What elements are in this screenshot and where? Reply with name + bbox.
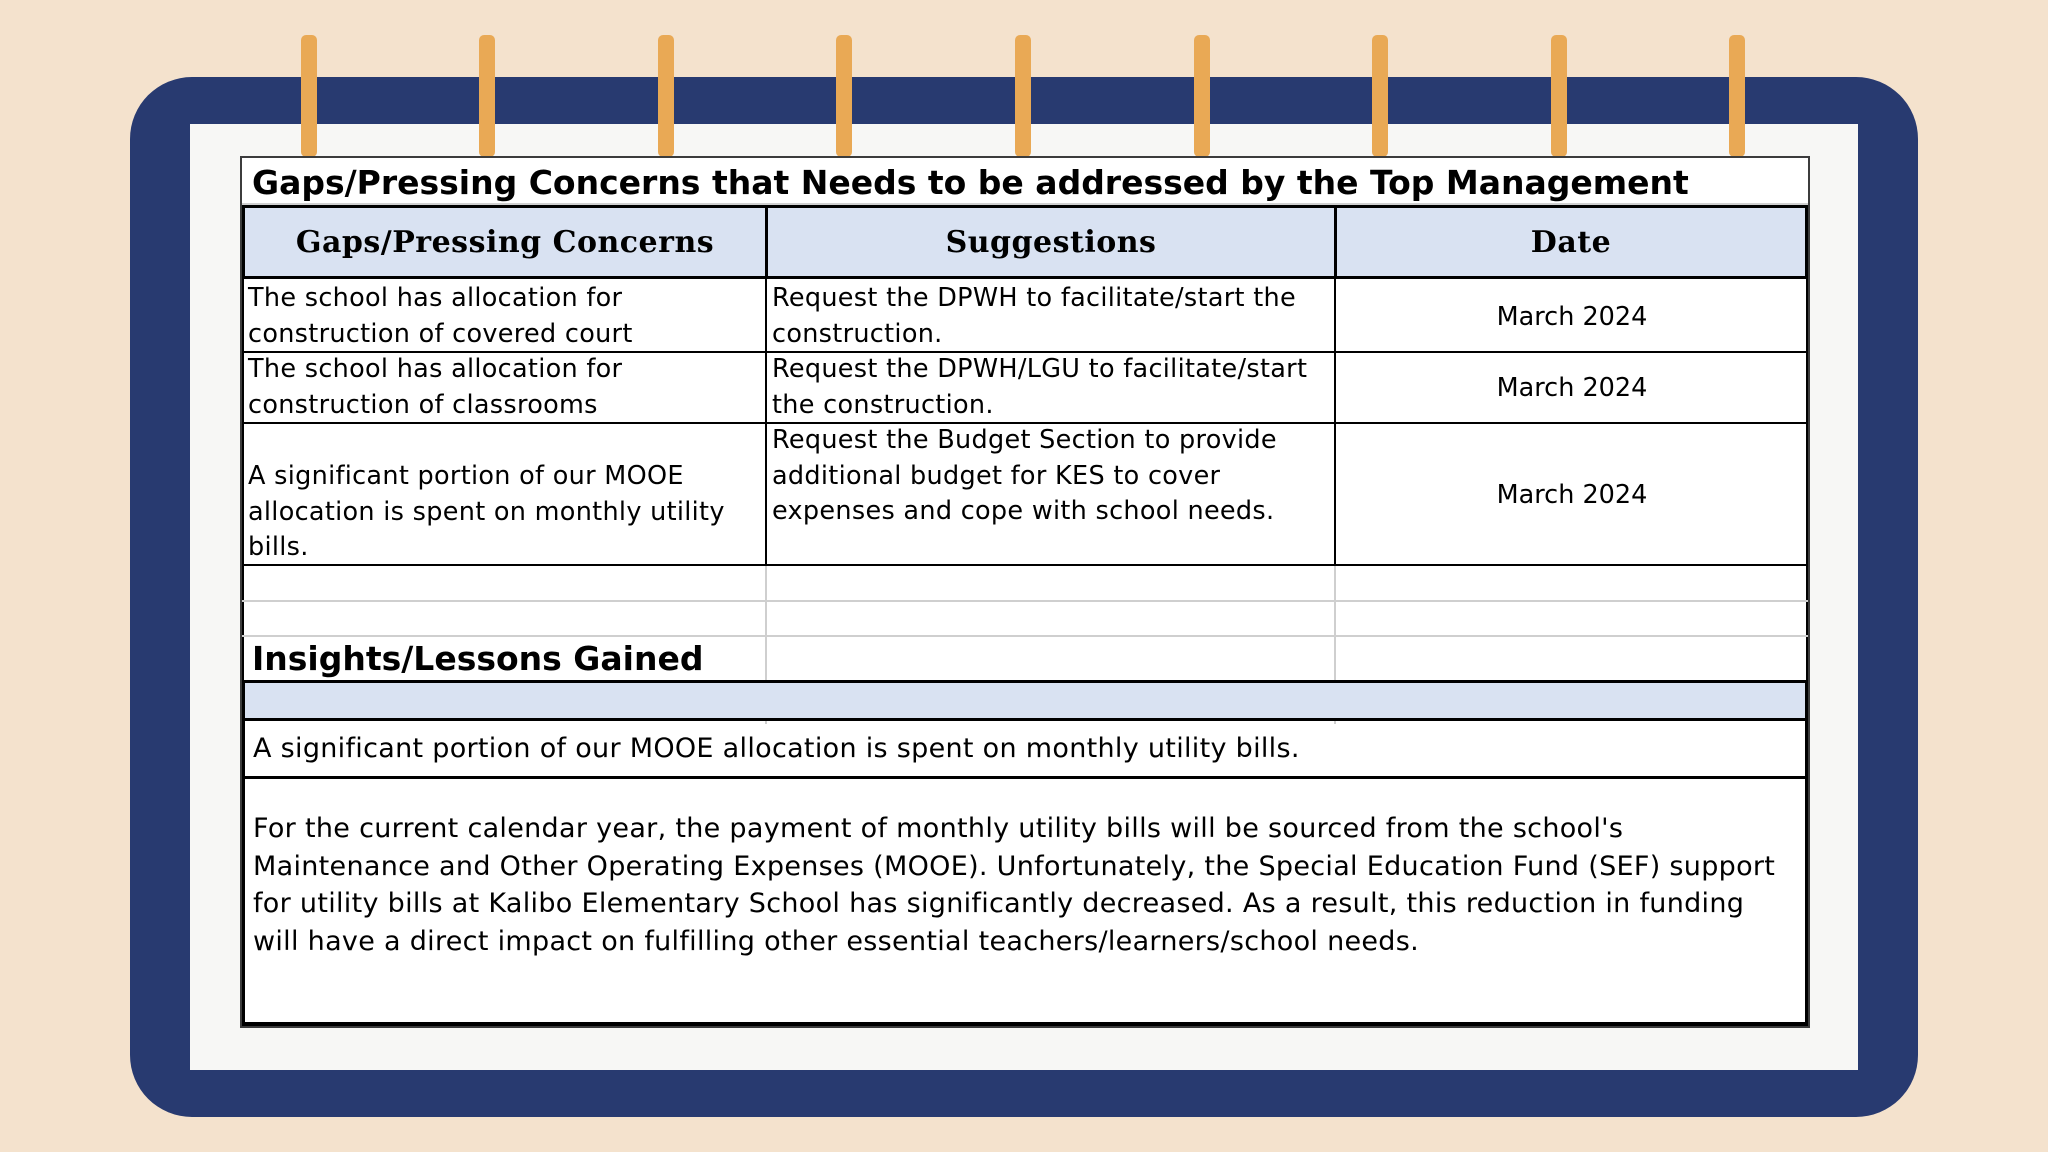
header-suggestions: Suggestions bbox=[765, 205, 1337, 279]
table-row-1-date: March 2024 bbox=[1496, 301, 1648, 332]
binder-ring-icon bbox=[836, 35, 852, 157]
binder-ring-icon bbox=[1729, 35, 1745, 157]
header-date: Date bbox=[1334, 205, 1808, 279]
table-row-2-concern: The school has allocation for construction of classrooms bbox=[248, 354, 623, 420]
grid-line bbox=[242, 422, 1808, 424]
binder-ring-icon bbox=[1372, 35, 1388, 157]
concerns-document bbox=[242, 158, 1808, 1026]
table-row-3-concern: A significant portion of our MOOE allocation is spent on monthly utility bills. bbox=[248, 461, 725, 562]
document-title: Gaps/Pressing Concerns that Needs to be addressed by the Top Management bbox=[242, 158, 1808, 205]
binder-ring-icon bbox=[1015, 35, 1031, 157]
binder-ring-icon bbox=[479, 35, 495, 157]
binder-ring-icon bbox=[1551, 35, 1567, 157]
binder-ring-icon bbox=[301, 35, 317, 157]
insights-title: Insights/Lessons Gained bbox=[252, 639, 704, 678]
table-row-1-suggestion: Request the DPWH to facilitate/start the construction. bbox=[772, 283, 1296, 349]
insights-summary: A significant portion of our MOOE allocation is spent on monthly utility bills. bbox=[242, 721, 1808, 776]
grid-line bbox=[242, 351, 1808, 353]
insights-header-band bbox=[242, 680, 1808, 721]
table-row-2-suggestion: Request the DPWH/LGU to facilitate/start the construction. bbox=[772, 354, 1308, 420]
table-row-2-date: March 2024 bbox=[1496, 372, 1648, 403]
grid-line bbox=[1806, 279, 1808, 724]
binder-ring-icon bbox=[1194, 35, 1210, 157]
header-concerns: Gaps/Pressing Concerns bbox=[242, 205, 768, 279]
table-row-1-concern: The school has allocation for construction of covered court bbox=[248, 283, 633, 349]
insights-paragraph: For the current calendar year, the payment of monthly utility bills will be sourced from the school's Maintenance and Other Operating Expenses (MOOE). Unfortunately, the Special Education Fund (SEF) support for utility bills at Kalibo Elementary School has significantly decreased. As a result, this reduction in funding will have a direct impact on fulfilling other essential teachers/learners/school needs. bbox=[242, 776, 1808, 1026]
binder-ring-icon bbox=[658, 35, 674, 157]
grid-line bbox=[242, 564, 1808, 566]
grid-line bbox=[242, 600, 1808, 602]
table-row-3-date: March 2024 bbox=[1496, 479, 1648, 510]
table-row-3-suggestion: Request the Budget Section to provide additional budget for KES to cover expenses and cope with school needs. bbox=[772, 425, 1277, 526]
